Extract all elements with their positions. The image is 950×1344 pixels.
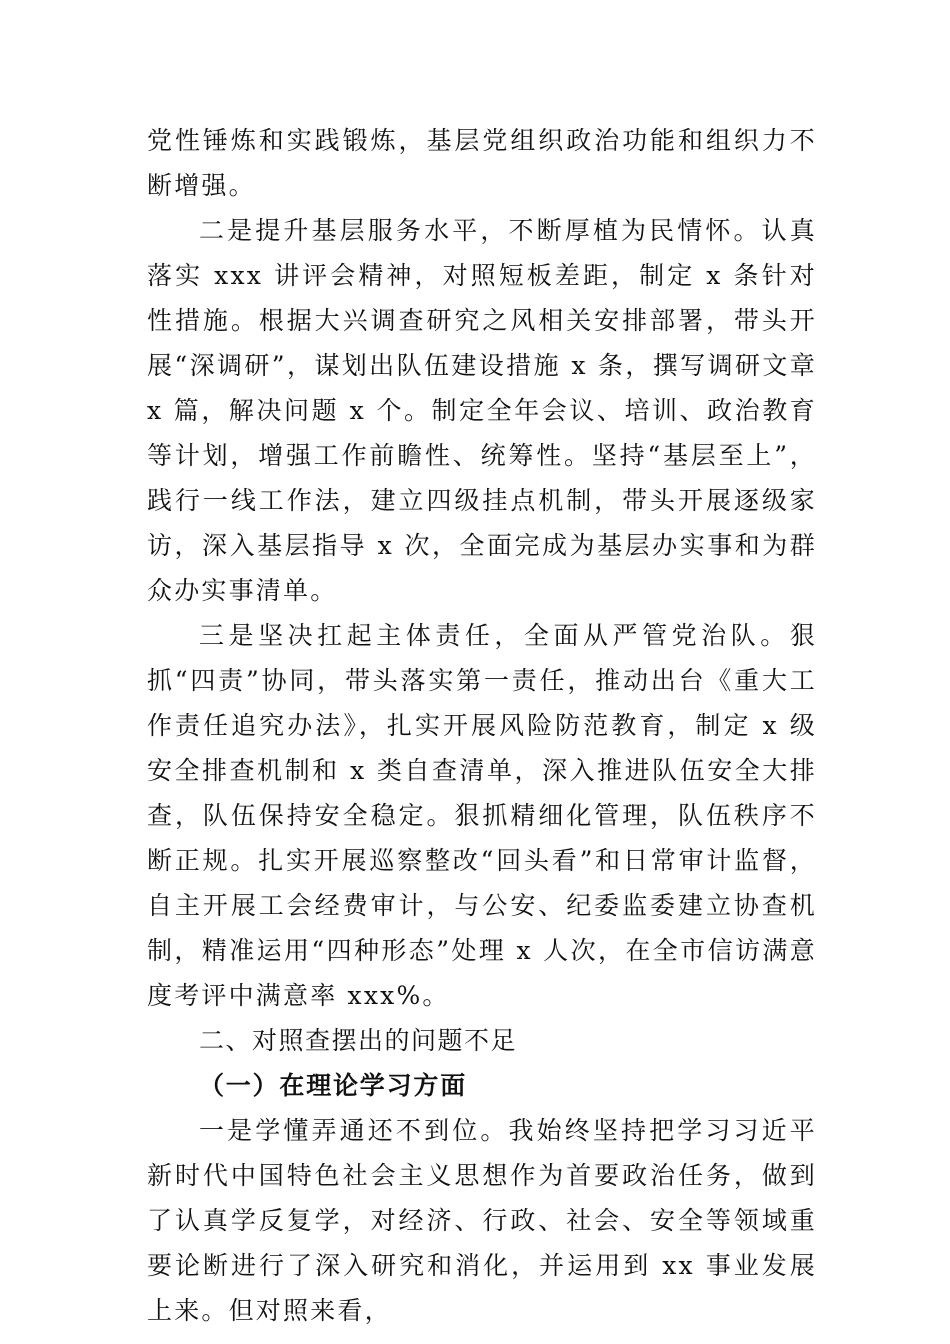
subsection-heading: （一）在理论学习方面 [199,1071,468,1100]
paragraph-continuation: 党性锤炼和实践锻炼，基层党组织政治功能和组织力不断增强。 [147,126,817,200]
paragraph-main-responsibility: 三是坚决扛起主体责任，全面从严管党治队。狠抓“四责”协同，带头落实第一责任，推动出台《重大工作责任追究办法》，扎实开展风险防范教育，制定 x 级安全排查机制和 x 类自查清单，深入推进队伍安全大排查，队伍保持安全稳定。狠抓精细化管理，队伍秩序不断正规。扎实开展巡察整改“回头看”和日常审计监督，自主开展工会经费审计，与公安、纪委监委建立协查机制，精准运用“四种形态”处理 x 人次，在全市信访满意度考评中满意率 xxx%。 [147,621,817,1010]
section-heading: 二、对照查摆出的问题不足 [199,1026,518,1055]
paragraph-theory-study: 一是学懂弄通还不到位。我始终坚持把学习习近平新时代中国特色社会主义思想作为首要政治任务，做到了认真学反复学，对经济、行政、社会、安全等领域重要论断进行了深入研究和消化，并运用到 xx 事业发展上来。但对照来看， [147,1116,817,1325]
paragraph-service-level: 二是提升基层服务水平，不断厚植为民情怀。认真落实 xxx 讲评会精神，对照短板差距，制定 x 条针对性措施。根据大兴调查研究之风相关安排部署，带头开展“深调研”，谋划出队伍建设措施 x 条，撰写调研文章 x 篇，解决问题 x 个。制定全年会议、培训、政治教育等计划，增强工作前瞻性、统筹性。坚持“基层至上”，践行一线工作法，建立四级挂点机制，带头开展逐级家访，深入基层指导 x 次，全面完成为基层办实事和为群众办实事清单。 [147,216,817,605]
document-body [147,118,817,1333]
